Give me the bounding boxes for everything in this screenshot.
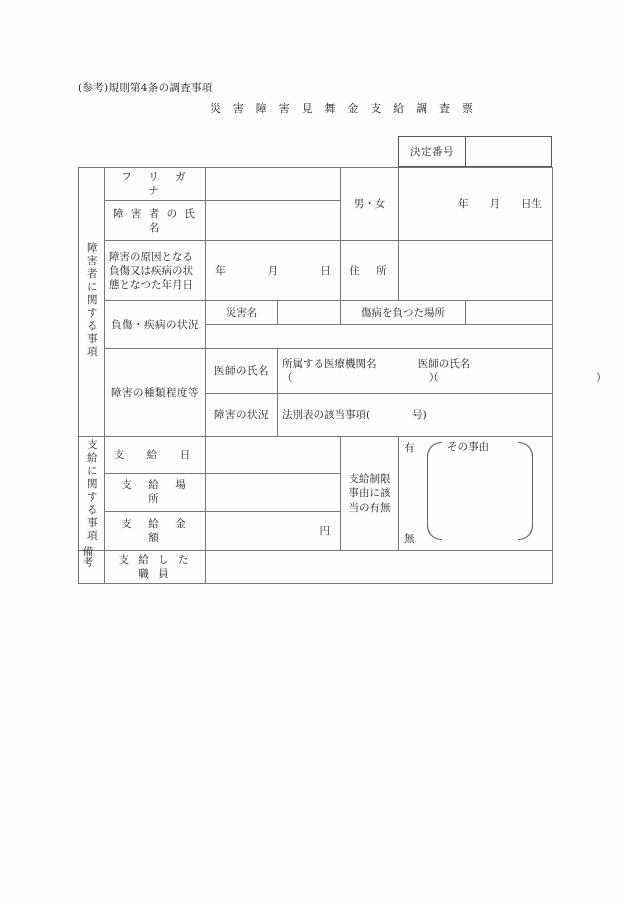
- doctor-name-label: 医師の氏名: [206, 349, 278, 394]
- payment-date-label: 支 給 日: [105, 437, 206, 473]
- payment-restriction-reason-cell[interactable]: [399, 437, 553, 550]
- decision-number-box: [398, 136, 552, 167]
- investigation-form-table: [78, 167, 607, 584]
- form-title: 災 害 障 害 見 舞 金 支 給 調 査 票: [210, 102, 478, 115]
- paying-staff-label: 支 給 し た 職 員: [105, 550, 206, 583]
- doctor-details-cell[interactable]: [278, 349, 607, 394]
- payment-place-label: 支 給 場 所: [105, 473, 206, 511]
- injury-onset-date-value[interactable]: 年 月 日: [206, 241, 341, 301]
- person-name-label: 障 害 者 の 氏 名: [105, 201, 206, 241]
- brace-corner-bottom-left: [427, 525, 442, 540]
- table-row: [79, 168, 553, 201]
- injury-onset-date-label: 障害の原因となる 負傷又は疾病の状 態となつた年月日: [105, 241, 206, 301]
- table-row: [79, 349, 553, 394]
- payment-date-value[interactable]: [206, 437, 341, 473]
- address-value[interactable]: [399, 241, 553, 301]
- disability-status-value[interactable]: 法別表の該当事項( 号): [278, 394, 553, 437]
- reference-note: (参考)規則第4条の調査事項: [78, 82, 213, 94]
- paying-staff-value[interactable]: [206, 550, 553, 583]
- injury-illness-status-value[interactable]: [206, 325, 553, 349]
- reason-label: その事由: [447, 441, 489, 454]
- payment-amount-value[interactable]: 円: [206, 512, 341, 550]
- table-row: [79, 241, 553, 301]
- decision-number-label: 決定番号: [399, 137, 466, 166]
- payment-amount-label: 支 給 金 額: [105, 512, 206, 550]
- section-label-payment: 支給に関する事項: [79, 437, 105, 550]
- reason-brace-decoration: [427, 443, 533, 539]
- disability-status-label: 障害の状況: [206, 394, 278, 437]
- injury-illness-status-label: 負傷・疾病の状況: [105, 301, 206, 349]
- injury-place-label: 傷病を負つた場所: [341, 301, 466, 325]
- birth-date-value[interactable]: 年 月 日生: [399, 168, 553, 241]
- doctor-name-sublabel: 医師の氏名: [417, 358, 471, 371]
- address-label: 住 所: [341, 241, 399, 301]
- payment-restriction-label: 支給制限 事由に該 当の有無: [341, 437, 399, 550]
- disaster-name-value[interactable]: [278, 301, 341, 325]
- decision-number-value[interactable]: [466, 137, 551, 166]
- section-label-disabled-person: 障害者に関する事項: [79, 168, 105, 437]
- restriction-no-option[interactable]: 無: [404, 533, 415, 546]
- doctor-details-titles: [282, 357, 548, 371]
- institution-name-label: 所属する医療機関名: [282, 358, 377, 371]
- person-name-value[interactable]: [206, 201, 341, 241]
- section-label-remarks: 備考: [79, 550, 105, 583]
- payment-place-value[interactable]: [206, 473, 341, 511]
- doctor-name-field[interactable]: （ ）: [428, 372, 607, 385]
- table-row: [79, 437, 553, 473]
- brace-corner-bottom-right: [518, 525, 533, 540]
- table-row: [79, 550, 553, 583]
- furigana-value[interactable]: [206, 168, 341, 201]
- injury-place-value[interactable]: [466, 301, 553, 325]
- disability-kind-degree-label: 障害の種類程度等: [105, 349, 206, 437]
- institution-name-field[interactable]: （ ）: [282, 372, 440, 385]
- sex-label[interactable]: 男・女: [341, 168, 399, 241]
- doctor-details-fields: [282, 371, 607, 385]
- furigana-label: フ リ ガ ナ: [105, 168, 206, 201]
- restriction-yes-option[interactable]: 有: [404, 442, 415, 455]
- table-row: [79, 301, 553, 325]
- disaster-name-label: 災害名: [206, 301, 278, 325]
